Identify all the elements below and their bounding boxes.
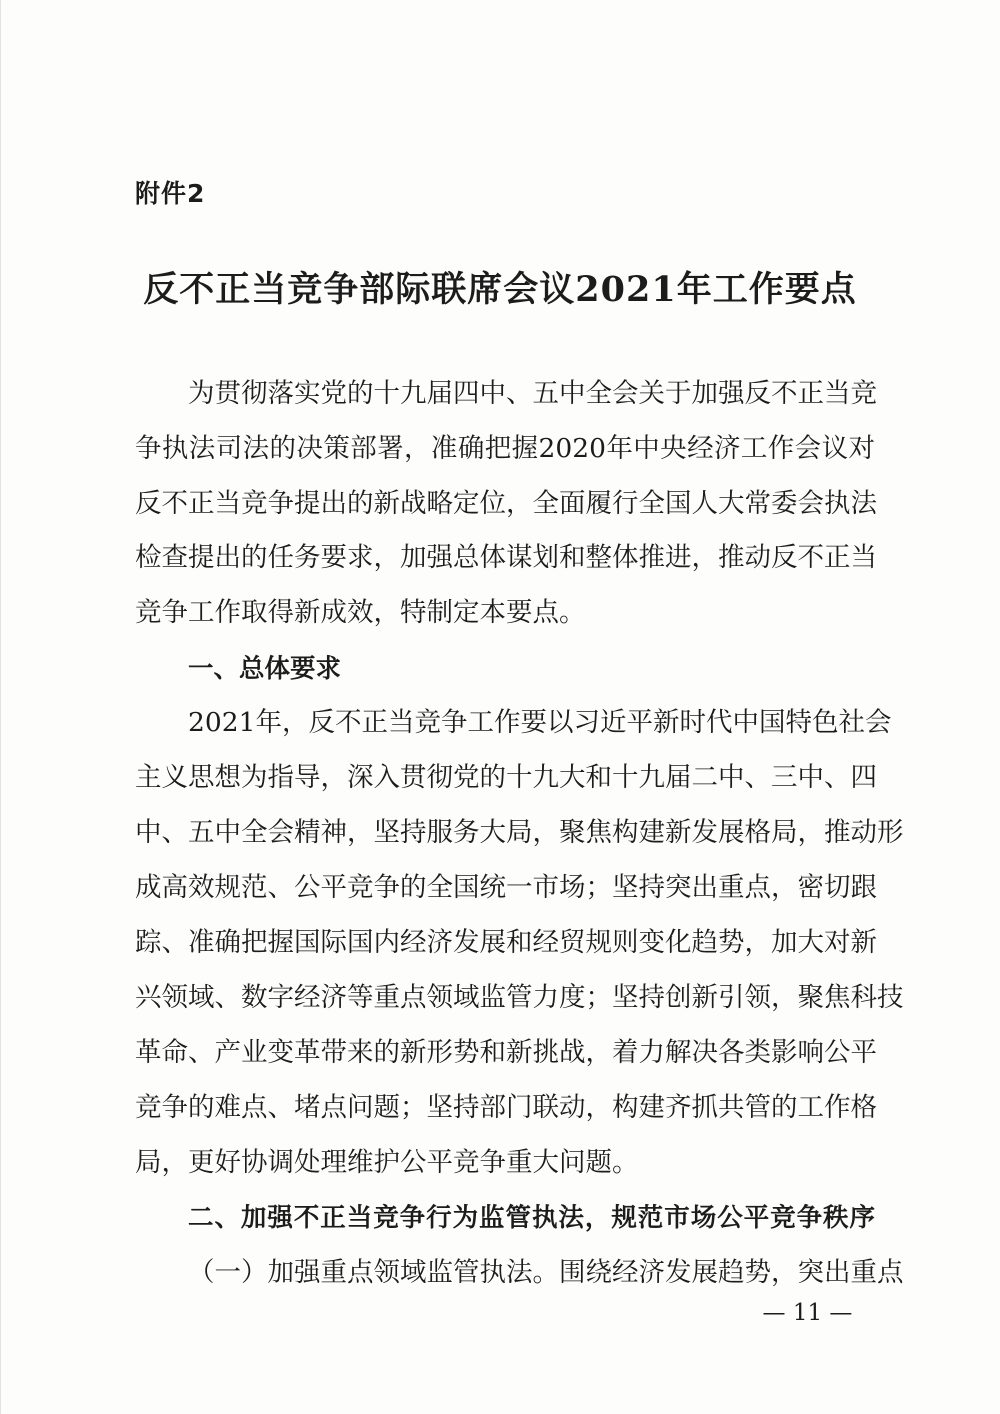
document-title: 反不正当竞争部际联席会议2021年工作要点 (143, 269, 857, 310)
page-number: — 11 — (762, 1300, 853, 1326)
paragraph-line: 局，更好协调处理维护公平竞争重大问题。 (135, 1147, 639, 1178)
paragraph-line: 兴领域、数字经济等重点领域监管力度；坚持创新引领，聚焦科技 (135, 982, 904, 1013)
paragraph-line: （一）加强重点领域监管执法。围绕经济发展趋势，突出重点 (188, 1257, 904, 1288)
paragraph-line: 争执法司法的决策部署，准确把握2020年中央经济工作会议对 (135, 433, 875, 464)
paragraph-line: 主义思想为指导，深入贯彻党的十九大和十九届二中、三中、四 (135, 762, 877, 793)
paragraph-line: 2021年，反不正当竞争工作要以习近平新时代中国特色社会 (188, 707, 892, 738)
section-heading: 二、加强不正当竞争行为监管执法，规范市场公平竞争秩序 (188, 1203, 875, 1233)
paragraph-line: 成高效规范、公平竞争的全国统一市场；坚持突出重点，密切跟 (135, 872, 877, 903)
paragraph-line: 竞争的难点、堵点问题；坚持部门联动，构建齐抓共管的工作格 (135, 1092, 877, 1123)
paragraph-line: 中、五中全会精神，坚持服务大局，聚焦构建新发展格局，推动形 (135, 817, 904, 848)
paragraph-line: 检查提出的任务要求，加强总体谋划和整体推进，推动反不正当 (135, 542, 877, 573)
paragraph-line: 踪、准确把握国际国内经济发展和经贸规则变化趋势，加大对新 (135, 927, 877, 958)
section-heading: 一、总体要求 (188, 654, 342, 684)
paragraph-line: 为贯彻落实党的十九届四中、五中全会关于加强反不正当竞 (188, 378, 877, 409)
paragraph-line: 反不正当竞争提出的新战略定位，全面履行全国人大常委会执法 (135, 488, 877, 519)
page-number-wrapper (0, 1300, 1000, 1326)
attachment-label: 附件2 (135, 179, 206, 208)
paragraph-line: 革命、产业变革带来的新形势和新挑战，着力解决各类影响公平 (135, 1037, 877, 1068)
paragraph-line: 竞争工作取得新成效，特制定本要点。 (135, 597, 586, 628)
